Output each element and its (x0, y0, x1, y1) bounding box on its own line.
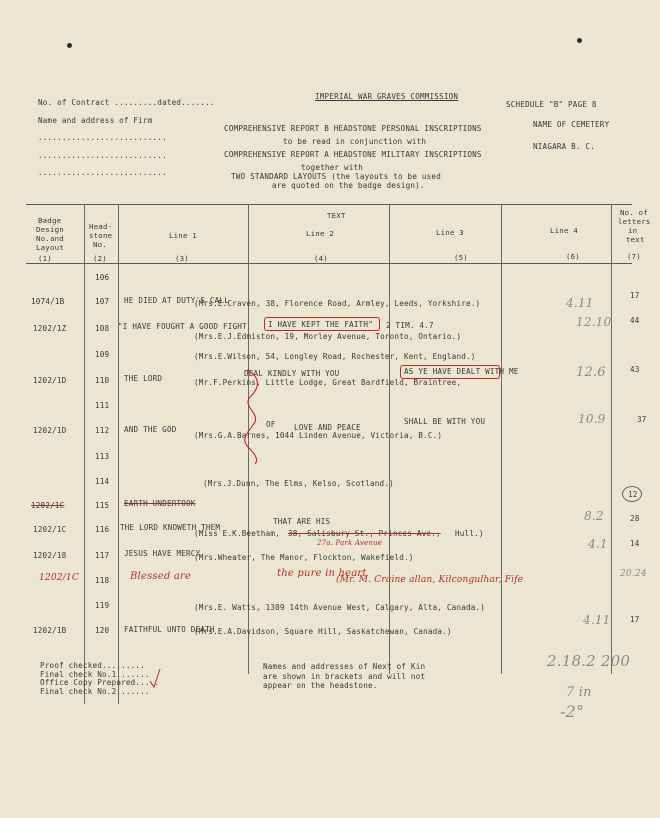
col-header-headstone: stone (89, 231, 113, 240)
line2-text: DEAL KINDLY WITH YOU (244, 369, 340, 378)
col-header-line4: Line 4 (550, 226, 578, 235)
line3-text: AS YE HAVE DEALT WITH ME (404, 367, 519, 376)
col-header-badge: Layout (36, 243, 64, 252)
kin-address: (Mrs.E.J.Edmiston, 19, Morley Avenue, Toronto, Ontario.) (194, 332, 462, 341)
headstone-no: 114 (95, 477, 110, 486)
table-header-rule (26, 263, 632, 264)
office-copy: Office Copy Prepared..... (40, 678, 160, 687)
column-divider (84, 204, 85, 704)
col-number: (5) (454, 253, 468, 262)
letter-count: 37 (637, 415, 647, 424)
letter-count: 44 (630, 316, 640, 325)
schedule-label: SCHEDULE "B" PAGE 8 (506, 100, 597, 109)
line1-text: JESUS HAVE MERCY (124, 549, 201, 558)
table-top-rule (26, 204, 632, 205)
kin-address: (Mrs.G.A.Barnes, 1044 Linden Avenue, Victoria, B.C.) (194, 431, 443, 440)
headstone-no: 108 (95, 324, 110, 333)
headstone-no: 117 (95, 551, 110, 560)
letter-count: 17 (630, 291, 640, 300)
report-description: to be read in conjunction with (283, 137, 427, 146)
col-header-letters: in (628, 226, 638, 235)
headstone-no: 106 (95, 273, 110, 282)
kin-address: (Mrs.E.Craven, 38, Florence Road, Armley, Leeds, Yorkshire.) (194, 299, 481, 308)
red-tick-mark (148, 667, 162, 691)
line1-text: AND THE GOD (124, 425, 177, 434)
badge-no: 1202/1B (33, 626, 67, 635)
pencil-note: 12.6 (576, 365, 606, 380)
line2-text: I HAVE KEPT THE FAITH" (268, 320, 373, 329)
letter-count: 43 (630, 365, 640, 374)
commission-title: IMPERIAL WAR GRAVES COMMISSION (315, 92, 459, 101)
line3-text: 2 TIM. 4.7 (386, 321, 434, 330)
headstone-no: 110 (95, 376, 110, 385)
report-description: COMPREHENSIVE REPORT B HEADSTONE PERSONAL INSCRIPTIONS (224, 124, 482, 133)
line1-handwritten: Blessed are (130, 571, 192, 582)
kin-address: (Mrs.E.Wilson, 54, Longley Road, Rochester, Kent, England.) (194, 352, 476, 361)
col-header-headstone: No. (93, 240, 107, 249)
badge-no-handwritten: 1202/1C (39, 573, 79, 583)
letter-count: 17 (630, 615, 640, 624)
col-header-badge: No.and (36, 234, 64, 243)
headstone-no: 109 (95, 350, 110, 359)
final-check-2: Final check No.2....... (40, 687, 150, 696)
pencil-note: 10.9 (578, 412, 606, 426)
headstone-no: 120 (95, 626, 110, 635)
report-description: are quoted on the badge design). (272, 181, 425, 190)
col-header-badge: Badge (38, 216, 62, 225)
col-header-line3: Line 3 (436, 228, 464, 237)
handwritten-correction: 27a. Park Avenue (317, 539, 383, 547)
line2-handwritten: the pure in heart (277, 568, 367, 579)
badge-no: 1202/1Z (33, 324, 67, 333)
col-header-line1: Line 1 (169, 231, 197, 240)
headstone-no: 107 (95, 297, 110, 306)
column-divider (118, 204, 119, 704)
pencil-note: -2° (560, 702, 585, 721)
col-header-letters: text (626, 235, 645, 244)
dots-line: ........................... (38, 133, 167, 142)
col-number: (7) (627, 252, 641, 261)
headstone-no: 112 (95, 426, 110, 435)
dots-line: ........................... (38, 151, 167, 160)
badge-no: 1202/1C (33, 525, 67, 534)
punch-hole (67, 43, 72, 48)
punch-hole (577, 38, 582, 43)
circle-mark (621, 485, 643, 503)
col-header-text: TEXT (327, 211, 346, 220)
headstone-no: 111 (95, 401, 110, 410)
badge-no: 1074/1B (31, 297, 65, 306)
line2-prefix: OF (266, 420, 276, 429)
badge-no: 1202/1C (31, 501, 65, 510)
col-header-badge: Design (36, 225, 64, 234)
kin-address-handwritten: (Mr. M. Craine allan, Kilcongulhar, Fife (336, 575, 524, 585)
footer-note: Names and addresses of Next of Kin (263, 662, 426, 671)
kin-address-struck: 38, Salisbury St., Princes Ave., (288, 529, 441, 538)
badge-no: 1202/18 (33, 551, 67, 560)
line1-text: HE DIED AT DUTY'S CALL (124, 296, 229, 305)
headstone-no: 116 (95, 525, 110, 534)
kin-address: (Miss E.K.Beetham, (194, 529, 280, 538)
col-number: (4) (314, 254, 328, 263)
pencil-note: 7 in (566, 685, 592, 700)
cemetery-label: NAME OF CEMETERY (533, 120, 610, 129)
col-number: (3) (175, 254, 189, 263)
report-description: TWO STANDARD LAYOUTS (the layouts to be used (231, 172, 441, 181)
letter-count: 14 (630, 539, 640, 548)
red-marking-box (400, 365, 500, 379)
line1-text: FAITHFUL UNTO DEATH (124, 625, 215, 634)
final-check-1: Final check No.1....... (40, 670, 150, 679)
footer-note: are shown in brackets and will not (263, 672, 426, 681)
kin-address: Hull.) (455, 529, 484, 538)
kin-address: (Mrs.Wheater, The Manor, Flockton, Wakefield.) (194, 553, 414, 562)
col-number: (6) (566, 252, 580, 261)
line3-text: SHALL BE WITH YOU (404, 417, 486, 426)
col-header-headstone: Head- (89, 222, 113, 231)
letter-count: 12 (628, 490, 638, 499)
headstone-no: 113 (95, 452, 110, 461)
pencil-note: 4.1 (588, 537, 608, 551)
line2-text: THAT ARE HIS (273, 517, 331, 526)
line1-text: "I HAVE FOUGHT A GOOD FIGHT (118, 322, 247, 331)
badge-no: 1202/1D (33, 426, 67, 435)
headstone-no: 119 (95, 601, 110, 610)
firm-label: Name and address of Firm (38, 116, 153, 125)
red-marking-box (264, 317, 380, 331)
footer-note: appear on the headstone. (263, 681, 378, 690)
proof-checked: Proof checked......... (40, 661, 145, 670)
pencil-total: 2.18.2 200 (547, 652, 631, 670)
col-number: (1) (38, 254, 52, 263)
line2-text: LOVE AND PEACE (294, 423, 361, 432)
kin-address: (Mrs.E. Watts, 1309 14th Avenue West, Calgary, Alta, Canada.) (194, 603, 486, 612)
red-connector-stroke (235, 366, 275, 466)
kin-address: (Mrs.E.A.Davidson, Square Hill, Saskatchewan, Canada.) (194, 627, 452, 636)
report-description: COMPREHENSIVE REPORT A HEADSTONE MILITARY INSCRIPTIONS (224, 150, 482, 159)
pencil-note: 4.11 (566, 296, 594, 310)
column-divider (501, 204, 502, 674)
pencil-note: 20.24 (620, 569, 647, 579)
headstone-no: 118 (95, 576, 110, 585)
column-divider (611, 204, 612, 674)
line1-text: EARTH UNDERTOOK (124, 499, 196, 508)
dots-line: ........................... (38, 168, 167, 177)
report-description: together with (301, 163, 364, 172)
kin-address: (Mrs.J.Dunn, The Elms, Kelso, Scotland.) (203, 479, 394, 488)
line1-text: THE LORD (124, 374, 163, 383)
col-header-line2: Line 2 (306, 229, 334, 238)
kin-address: (Mr.F.Perkins, Little Lodge, Great Bardfield, Braintree, (194, 378, 462, 387)
col-number: (2) (93, 254, 107, 263)
cemetery-name: NIAGARA B. C. (533, 142, 596, 151)
pencil-note: 8.2 (584, 509, 604, 523)
letter-count: 28 (630, 514, 640, 523)
col-header-letters: No. of (620, 208, 648, 217)
pencil-note: 12.10 (576, 315, 612, 329)
badge-no: 1202/1D (33, 376, 67, 385)
line1-text: THE LORD KNOWETH THEM (120, 523, 221, 532)
col-header-letters: letters (618, 217, 651, 226)
pencil-note: 4.11 (583, 613, 611, 627)
contract-line: No. of Contract .........dated....... (38, 98, 215, 107)
headstone-no: 115 (95, 501, 110, 510)
